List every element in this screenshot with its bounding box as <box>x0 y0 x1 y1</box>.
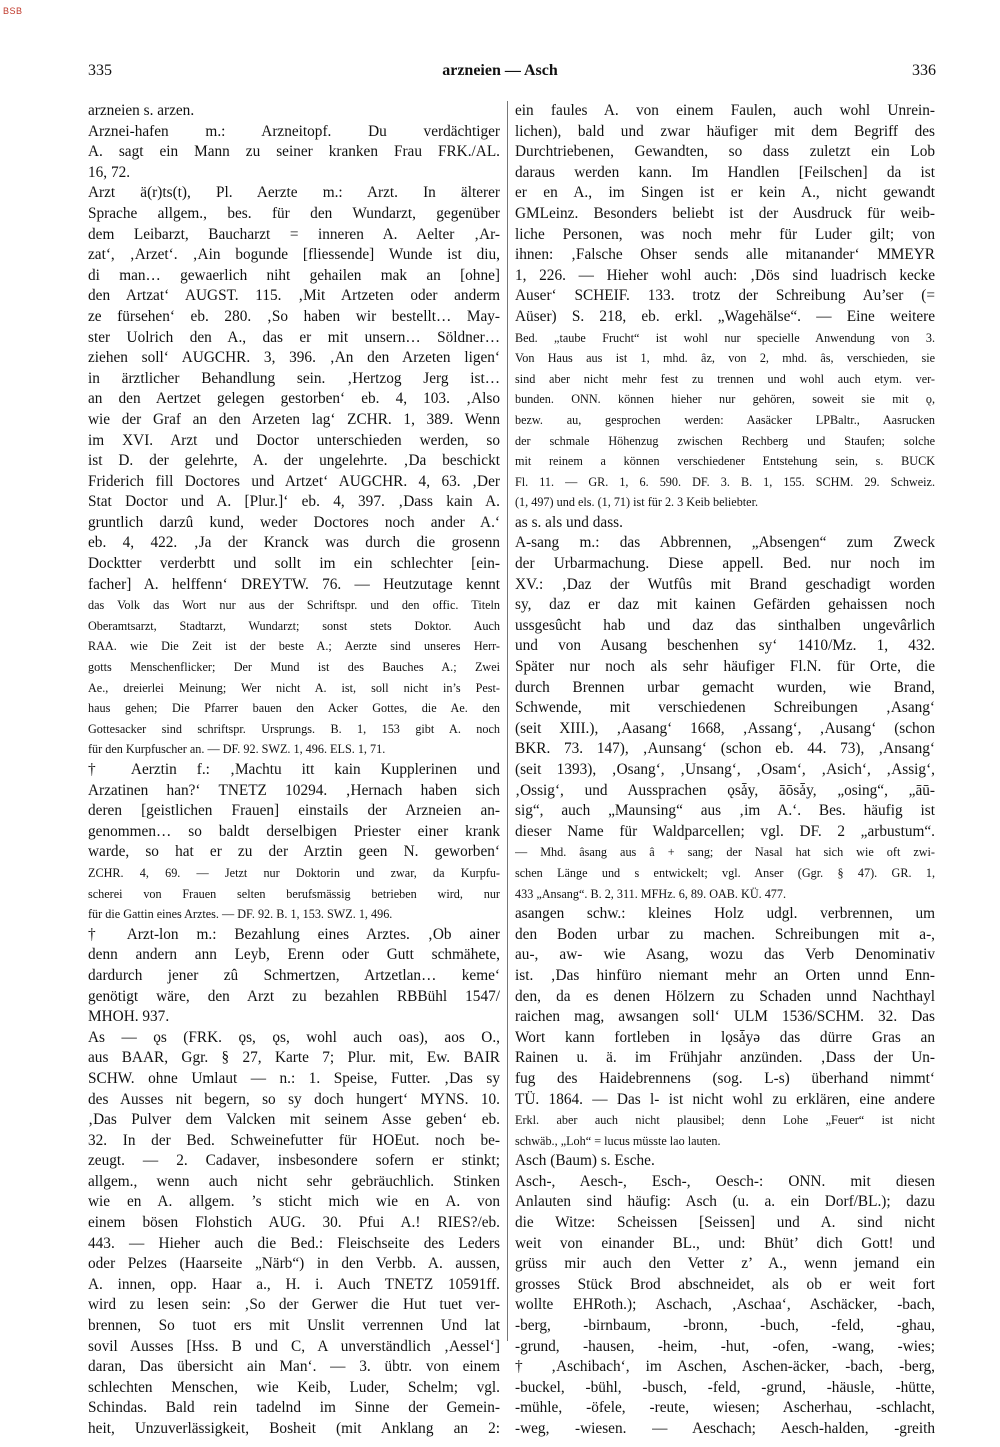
text-line: Auser‘ SCHEIF. 133. trotz der Schreibung Au’ser (= <box>515 287 935 305</box>
text-line: MHOH. 937. <box>88 1008 170 1026</box>
text-line: SCHW. ohne Umlaut — n.: 1. Speise, Futter. ‚Das sy <box>88 1069 500 1087</box>
text-line: und von Ausang beschenhen sy‘ 1410/Mz. 1, 432. <box>515 637 935 655</box>
text-line: A-sang m.: das Abbrennen, „Absengen“ zum Zweck <box>515 534 935 552</box>
text-line: ZCHR. 4, 69. — Jetzt nur Doktorin und zwar, da Kurpfu- <box>88 865 500 880</box>
text-line: ‚Ossig‘, und Aussprachen ǫsǡy, āōsǡy, „osing“, „āū- <box>515 781 935 799</box>
text-line: Erkl. aber auch nicht plausibel; denn Lohe „Feuer“ ist nicht <box>515 1113 935 1128</box>
text-line: weit von einander BL., und: Bhüt’ dich Gott! und <box>515 1234 935 1252</box>
text-line: -buckel, -bühl, -busch, -feld, -grund, -häusle, -hütte, <box>515 1378 935 1396</box>
text-line: eb. 4, 422. ‚Ja der Kranck was durch die grosenn <box>88 534 500 552</box>
text-line: Anlauten sind häufig: Asch (u. a. ein Dorf/BL.); dazu <box>515 1193 935 1211</box>
text-line: an den Aertzet gelegen gestorben‘ eb. 4, 103. ‚Also <box>88 390 500 408</box>
text-line: 1, 226. — Hieher wohl auch: ‚Dös sind luadrisch kecke <box>515 266 935 284</box>
text-line: 32. In der Bed. Schweinefutter für HOEut. noch be- <box>88 1131 500 1149</box>
text-line: genötigt wäre, den Arzt zu bezahlen RBBühl 1547/ <box>88 987 500 1005</box>
text-line: -grund, -hausen, -heim, -hut, -ofen, -wang, -wies; <box>515 1337 935 1355</box>
running-title: arzneien — Asch <box>442 62 558 79</box>
text-line: TÜ. 1864. — Das l- ist nicht wohl zu erklären, eine andere <box>515 1090 935 1108</box>
text-line: asangen schw.: kleines Holz udgl. verbrennen, um <box>515 905 935 923</box>
text-line: RAA. wie Die Zeit ist der beste A.; Aerzte sind unseres Herr- <box>88 639 500 654</box>
text-line: Gottesacker sind schriftspr. Ursprungs. B. 1, 153 gibt A. noch <box>88 721 500 736</box>
text-line: † ‚Aschibach‘, im Aschen, Aschen-äcker, -bach, -berg, <box>515 1358 935 1376</box>
text-line: den Artzat‘ AUGST. 115. ‚Mit Artzeten oder anderm <box>88 287 500 305</box>
text-line: bunden. ONN. können hieher nur gehören, soweit sie mit ǫ, <box>515 392 935 407</box>
text-line: ist. ‚Das hinfüro niemant mehr an Orten unnd Enn- <box>515 966 935 984</box>
text-line: dieser Name für Waldparcellen; vgl. DF. 2 „arbustum“. <box>515 822 935 840</box>
text-line: im XVI. Arzt und Doctor unterschieden werden, so <box>88 431 500 449</box>
text-line: die Witze: Scheissen [Seissen] und A. sind nicht <box>515 1214 935 1232</box>
text-line: den, da es denen Hölzern zu Schaden unnd Nachthayl <box>515 987 935 1005</box>
text-line: ein faules A. von einem Faulen, auch wohl Unrein- <box>515 102 935 119</box>
text-line: Stat Doctor und A. [Plur.]‘ eb. 4, 397. ‚Dass kain A. <box>88 493 500 511</box>
text-line: dem Leibarzt, Baucharzt = inneren A. Aelter ‚Ar- <box>88 225 500 243</box>
text-line: Schindas. Bald rein tadelnd im Sinne der Gemein- <box>88 1399 500 1417</box>
text-line: ster Uolrich den A., das er mit unsern… Söldner… <box>88 328 500 346</box>
text-line: Sprache allgem., bes. für den Wundarzt, gegenüber <box>88 204 500 222</box>
text-line: aus BAAR, Ggr. § 27, Karte 7; Plur. mit, Ew. BAIR <box>88 1049 500 1067</box>
text-line: (seit XIII.), ‚Aasang‘ 1668, ‚Assang‘, ‚Ausang‘ (schon <box>515 719 935 737</box>
text-line: sig“, auch „Maunsing“ aus ‚im A.‘. Bes. häufig ist <box>515 802 935 820</box>
text-line: grüss mir auch den Vetter z’ A., wenn jemand ein <box>515 1255 935 1273</box>
text-line: Docktter verderbtt und sollt im ein schlechter [ein- <box>88 555 500 573</box>
text-line: wollte EHRoth.); Aschach, ‚Aschaa‘, Aschäcker, -bach, <box>515 1296 935 1314</box>
text-line: ‚Das Pulver dem Valcken mit seinem Asse geben‘ eb. <box>88 1111 500 1129</box>
text-line: Oberamtsarzt, Stadtarzt, Wundarzt; sonst stets Doktor. Auch <box>88 618 500 633</box>
text-line: † Aerztin f.: ‚Machtu itt kain Kupplerinen und <box>88 761 500 778</box>
text-line: denn andern ann Leyb, Erenn oder Gutt schmähete, <box>88 946 500 964</box>
library-stamp: BSB <box>3 6 23 16</box>
text-line: † Arzt-lon m.: Bezahlung eines Arztes. ‚Ob ainer <box>88 925 500 943</box>
text-line: BKR. 73. 147), ‚Aunsang‘ (schon eb. 44. 73), ‚Ansang‘ <box>515 740 935 758</box>
text-line: -berg, -birnbaum, -bronn, -buch, -feld, -ghau, <box>515 1317 935 1335</box>
page-header <box>0 62 1000 82</box>
text-line: -weg, -wiesen. — Aeschach; Aesch-halden, -greith <box>515 1420 935 1437</box>
text-line: den Boden urbar zu machen. Schreibungen mit a-, <box>515 925 935 943</box>
page-number-right: 336 <box>912 62 936 79</box>
text-line: deren [geistlichen Frauen] einstails der Arzneien an- <box>88 802 500 820</box>
text-line: Arznei-hafen m.: Arzneitopf. Du verdächtiger <box>88 122 500 140</box>
text-line: — Mhd. âsang aus â + sang; der Nasal hat sich wie oft zwi- <box>515 845 935 860</box>
text-line: sy, daz er daz mit kainen Gefärden gehaissen noch <box>515 596 935 614</box>
left-column <box>88 101 500 1440</box>
text-line: durch Brennen urbar gemacht wurden, wie Brand, <box>515 678 935 696</box>
text-line: au-, aw- wie Asang, wozu das Verb Denominativ <box>515 946 935 964</box>
text-line: sovil Ausses [Hss. B und C, A unverständlich ‚Aessel‘] <box>88 1337 500 1355</box>
text-line: wie en A. allgem. ’s sticht mich wie en A. von <box>88 1193 500 1211</box>
text-line: sind aber nicht mehr fest zu trennen und wohl auch etym. ver- <box>515 371 935 386</box>
text-line: Rainen u. ä. im Frühjahr anzünden. ‚Dass der Un- <box>515 1049 935 1067</box>
text-line: Bed. „taube Frucht“ ist wohl nur specielle Anwendung von 3. <box>515 330 935 345</box>
text-line: für den Kurpfuscher an. — DF. 92. SWZ. 1, 496. ELS. 1, 71. <box>88 742 386 757</box>
text-line: wie der Graf an den Arzeten lag‘ ZCHR. 1, 389. Wenn <box>88 410 500 428</box>
text-line: As — ǫs (FRK. ǫs, ǫs, wohl auch oas), aos O., <box>88 1028 500 1046</box>
text-line: Wort kann fortleben in lǫsǡyǝ das dürre Gras an <box>515 1028 935 1046</box>
text-line: daraus werden kann. Im Handlen [Feilschen] da ist <box>515 163 935 181</box>
text-line: Asch (Baum) s. Esche. <box>515 1152 655 1170</box>
text-line: Von Haus aus ist 1, mhd. âz, von 2, mhd. âs, verschieden, sie <box>515 351 935 366</box>
text-line: ihnen: ‚Falsche Ohser sends alle mitanander‘ MMEYR <box>515 246 935 264</box>
text-line: lichen), bald und zwar häufiger mit dem Begriff des <box>515 122 935 140</box>
text-line: schwäb., „Loh“ = lucus müsste lao lauten. <box>515 1133 721 1148</box>
text-line: schlechten Menschen, wie Keib, Luder, Schelm; vgl. <box>88 1378 500 1396</box>
text-line: XV.: ‚Daz der Wutfûs mit Brand geschadigt worden <box>515 575 935 593</box>
text-line: schen Länge und s entwickelt; vgl. Anser (Ggr. § 47). GR. 1, <box>515 865 935 880</box>
text-line: wird zu lesen sein: ‚So der Gerwer die Hut tuet ver- <box>88 1296 500 1314</box>
text-line: Friderich fill Doctores und Artzet‘ AUGCHR. 4, 63. ‚Der <box>88 472 500 490</box>
text-line: GMLeinz. Besonders beliebt ist der Ausdruck für weib- <box>515 204 935 222</box>
text-line: (seit 1393), ‚Osang‘, ‚Unsang‘, ‚Osam‘, ‚Asich‘, ‚Assig‘, <box>515 761 935 778</box>
text-line: einem bösen Flohstich AUG. 30. Pfui A.! RIES?/eb. <box>88 1214 500 1232</box>
text-line: gruntlich darzû kund, weder Doctores noch ander A.‘ <box>88 513 500 531</box>
text-line: Arzatinen han?‘ TNETZ 10294. ‚Hernach haben sich <box>88 781 500 799</box>
text-line: das Volk das Wort nur aus der Schriftspr. und den offic. Titeln <box>88 598 500 613</box>
text-line: di man… gewaerlich niht gehailen mak an [ohne] <box>88 266 500 284</box>
text-line: er en A., im Singen ist er kein A., nicht gewandt <box>515 184 935 202</box>
text-line: brennen, So tuot ers mit Unslit verrennen Und lat <box>88 1317 500 1335</box>
text-line: grosses Stück Brod abschneidet, als ob er weit fort <box>515 1275 935 1293</box>
text-line: arzneien s. arzen. <box>88 102 195 119</box>
text-line: 443. — Hieher auch die Bed.: Fleischseite des Leders <box>88 1234 500 1252</box>
text-line: Arzt ä(r)ts(t), Pl. Aerzte m.: Arzt. In älterer <box>88 184 500 202</box>
text-line: mit reinem a können verschiedener Entstehung sein, s. BUCK <box>515 454 935 469</box>
text-line: dardurch jener zû Schmertzen, Artzetlan… keme‘ <box>88 966 500 984</box>
text-line: zat‘, ‚Arzet‘. ‚Ain bogunde [fliessende] Wunde ist diu, <box>88 246 500 264</box>
text-line: allgem., wenn auch nicht sehr gebräuchlich. Stinken <box>88 1172 500 1190</box>
text-line: bezw. au, gesprochen werden: Aasäcker LPBaltr., Aasrucken <box>515 412 935 427</box>
text-line: ziehen soll‘ AUGCHR. 3, 396. ‚An den Arzeten ligen‘ <box>88 349 500 367</box>
text-line: Fl. 11. — GR. 1, 6. 590. DF. 3. B. 1, 155. SCHM. 29. Schweiz. <box>515 474 935 489</box>
text-line: der schmale Höhenzug zwischen Rechberg und Staufen; solche <box>515 433 935 448</box>
text-line: Später nur noch als sehr häufiger Fl.N. für Orte, die <box>515 658 935 676</box>
text-line: Durchtriebenen, Gewandten, so dass zuletzt ein Lob <box>515 143 935 161</box>
text-line: oder Pelzes (Haarseite „Närb“) in den Verbb. A. aussen, <box>88 1255 500 1273</box>
text-line: gotts Menschenflicker; Der Mund ist des Bauches A.; Zwei <box>88 660 500 675</box>
text-line: heit, Unzuverlässigkeit, Bosheit (mit Anklang an 2: <box>88 1420 500 1437</box>
text-line: ist D. der gelehrte, A. der ungelehrte. ‚Da beschickt <box>88 452 500 470</box>
text-line: Asch-, Aesch-, Esch-, Oesch-: ONN. mit diesen <box>515 1172 935 1190</box>
text-line: warde, so hat er zu der Arztin geen N. geworben‘ <box>88 843 500 861</box>
text-line: für die Gattin eines Arztes. — DF. 92. B. 1, 153. SWZ. 1, 496. <box>88 907 393 922</box>
text-line: haus gehen; Die Pfarrer bauen den Acker Gottes, die Ae. den <box>88 701 500 716</box>
text-line: daran, Das übersicht ain Man‘. — 3. übtr. von einem <box>88 1358 500 1376</box>
text-line: Ae., dreierlei Meinung; Wer nicht A. ist, soll nicht in’s Pest- <box>88 680 500 695</box>
text-line: ze fürsehen‘ eb. 280. ‚So haben wir bestellt… May- <box>88 307 500 325</box>
text-line: in ärztlicher Behandlung sein. ‚Hertzog Jerg ist… <box>88 369 500 387</box>
text-line: scherei von Frauen selten berufsmässig betrieben wird, nur <box>88 886 500 901</box>
text-line: Aüser) S. 218, eb. erkl. „Wagehälse“. — Eine weitere <box>515 307 935 325</box>
text-line: 433 „Ansang“. B. 2, 311. MFHz. 6, 89. OAB. KÜ. 477. <box>515 886 787 901</box>
text-line: Schwende, mit verschiedenen Schreibungen ‚Asang‘ <box>515 699 935 717</box>
text-line: liche Personen, was noch mehr für Luder gilt; von <box>515 225 935 243</box>
text-line: ussgesûcht hab und daz das sinthalben ungevârlich <box>515 616 935 634</box>
text-line: -mühle, -öfele, -reute, wiesen; Ascherhau, -schlacht, <box>515 1399 935 1417</box>
text-line: genommen… so baldt derselbigen Priester einer krank <box>88 822 500 840</box>
text-line: facher] A. helffenn‘ DREYTW. 76. — Heutzutage kennt <box>88 575 500 593</box>
right-column <box>515 101 935 1440</box>
column-divider <box>507 101 508 1341</box>
text-line: fug des Haidebrennens (sog. L-s) überhand nimmt‘ <box>515 1069 935 1087</box>
text-line: A. innen, opp. Haar a., H. i. Auch TNETZ 10591ff. <box>88 1275 500 1293</box>
text-line: der Urbarmachung. Diese appell. Bed. nur noch im <box>515 555 935 573</box>
text-line: raichen mag, awsangen soll‘ ULM 1536/SCHM. 32. Das <box>515 1008 935 1026</box>
text-line: 16, 72. <box>88 163 131 181</box>
text-line: as s. als und dass. <box>515 513 623 531</box>
page-number-left: 335 <box>88 62 112 79</box>
text-line: des Ausses nit begern, so sy doch hungert‘ MYNS. 10. <box>88 1090 500 1108</box>
text-line: A. sagt ein Mann zu seiner kranken Frau FRK./AL. <box>88 143 500 161</box>
text-line: zeugt. — 2. Cadaver, insbesondere sofern er stinkt; <box>88 1152 500 1170</box>
text-line: (1, 497) und els. (1, 71) ist für 2. 3 Keib beliebter. <box>515 495 759 510</box>
